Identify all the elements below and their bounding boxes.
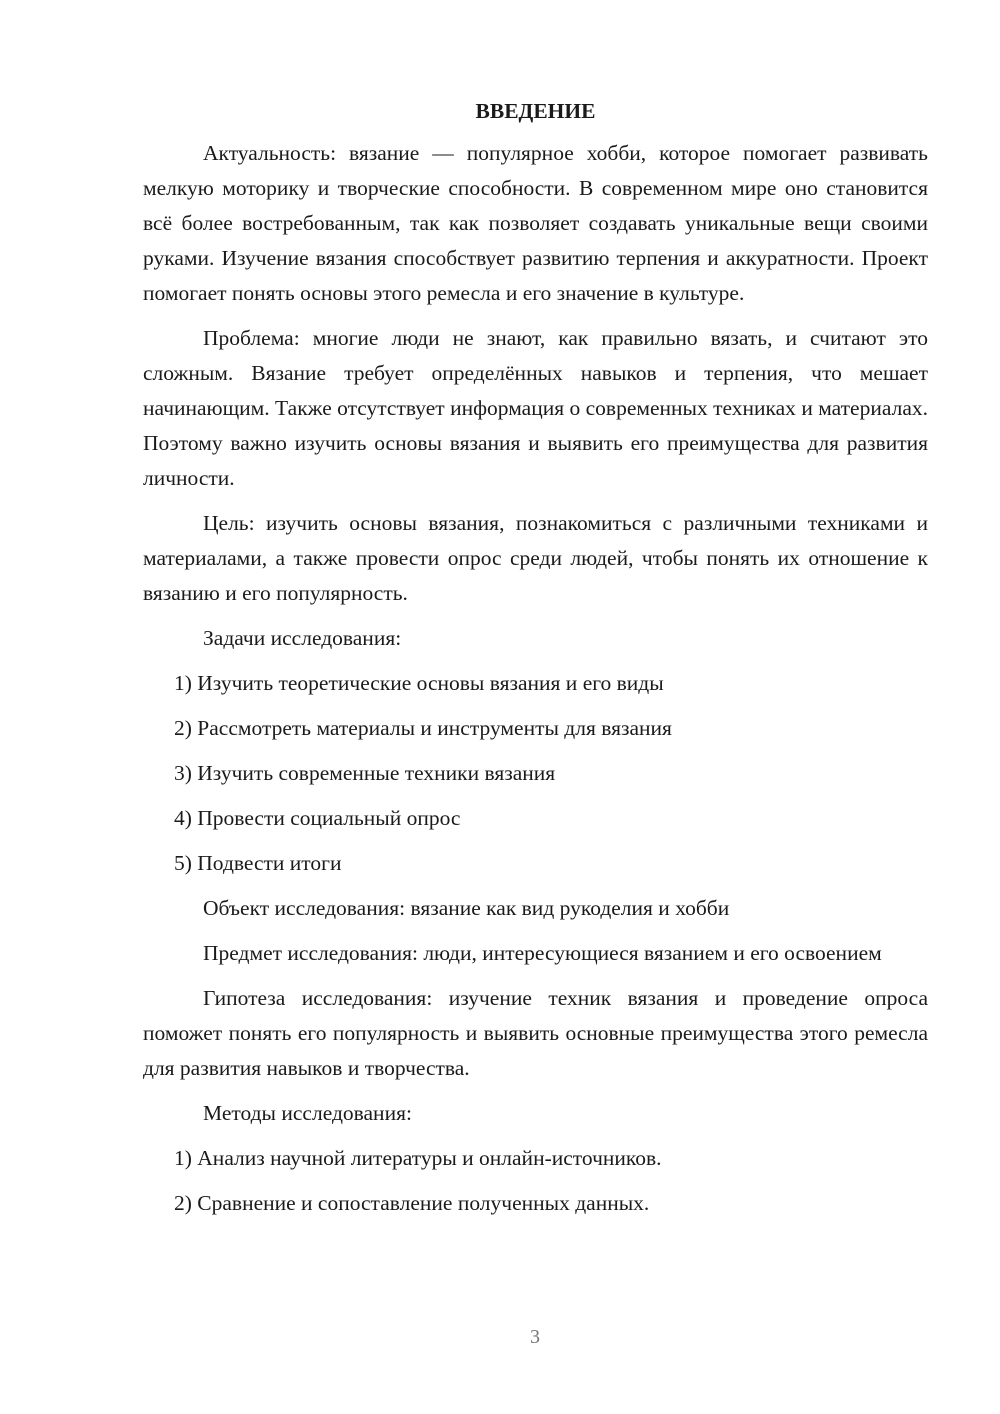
document-page — [143, 96, 928, 1231]
goal-paragraph: Цель: изучить основы вязания, познакомиться с различными техниками и материалами, а также провести опрос среди людей, чтобы понять их отношение к вязанию и его популярность. — [143, 511, 928, 605]
methods-heading: Методы исследования: — [203, 1101, 412, 1125]
page-number: 3 — [530, 1326, 540, 1348]
object-paragraph: Объект исследования: вязание как вид рукоделия и хобби — [203, 896, 730, 920]
task-item: 1) Изучить теоретические основы вязания и его виды — [174, 671, 664, 695]
task-item: 5) Подвести итоги — [174, 851, 342, 875]
task-item: 2) Рассмотреть материалы и инструменты для вязания — [174, 716, 672, 740]
hypothesis-paragraph: Гипотеза исследования: изучение техник вязания и проведение опроса поможет понять его популярность и выявить основные преимущества этого ремесла для развития навыков и творчества. — [143, 986, 928, 1080]
subject-paragraph: Предмет исследования: люди, интересующиеся вязанием и его освоением — [203, 941, 882, 965]
problem-paragraph: Проблема: многие люди не знают, как правильно вязать, и считают это сложным. Вязание требует определённых навыков и терпения, что мешает начинающим. Также отсутствует информация о современных техниках и материалах. Поэтому важно изучить основы вязания и выявить его преимущества для развития личности. — [143, 326, 928, 490]
tasks-heading: Задачи исследования: — [203, 626, 402, 650]
method-item: 2) Сравнение и сопоставление полученных данных. — [174, 1191, 650, 1215]
task-item: 4) Провести социальный опрос — [174, 806, 461, 830]
relevance-paragraph: Актуальность: вязание — популярное хобби, которое помогает развивать мелкую моторику и творческие способности. В современном мире оно становится всё более востребованным, так как позволяет создавать уникальные вещи своими руками. Изучение вязания способствует развитию терпения и аккуратности. Проект помогает понять основы этого ремесла и его значение в культуре. — [143, 141, 928, 305]
method-item: 1) Анализ научной литературы и онлайн-источников. — [174, 1146, 662, 1170]
section-title: ВВЕДЕНИЕ — [475, 99, 596, 123]
task-item: 3) Изучить современные техники вязания — [174, 761, 556, 785]
